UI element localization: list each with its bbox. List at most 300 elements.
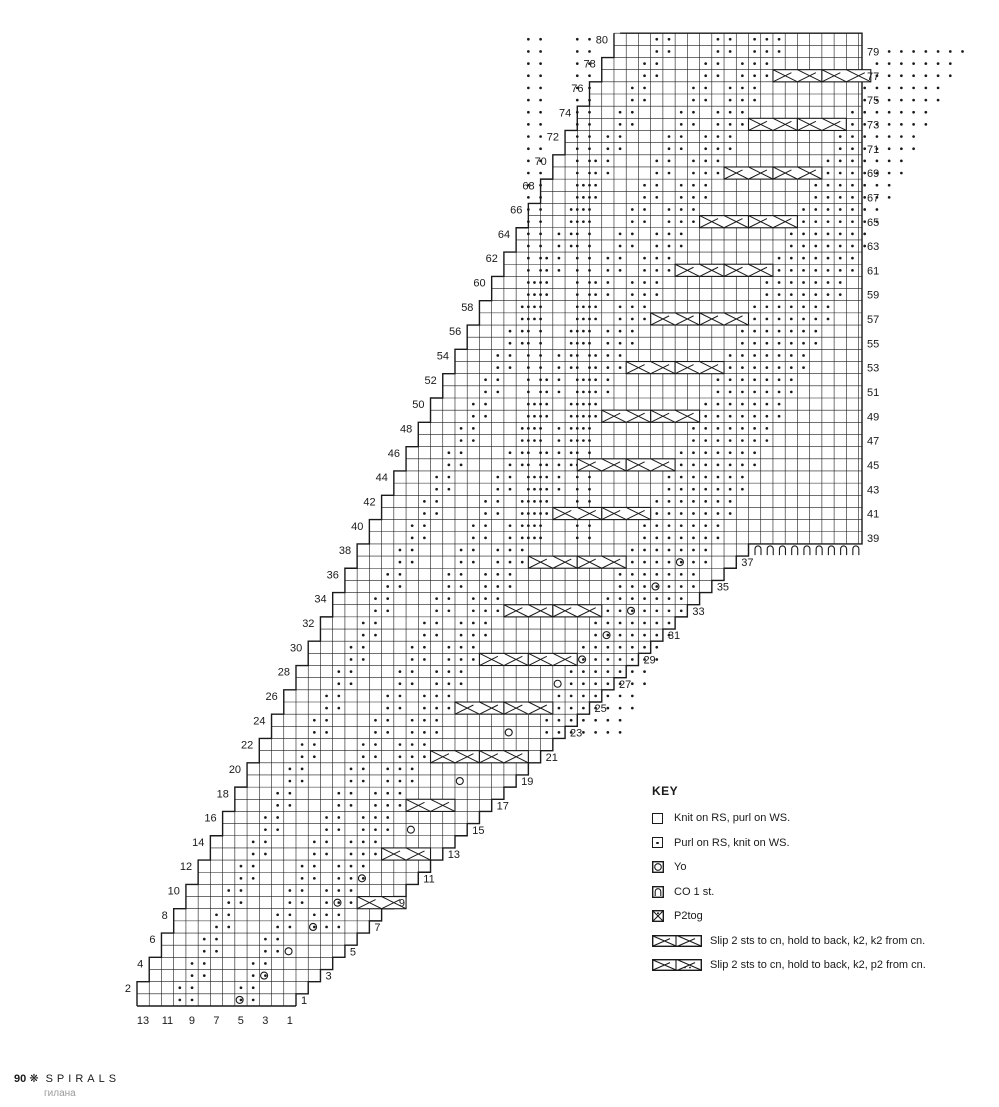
purl-dot (668, 135, 671, 138)
purl-dot (631, 208, 634, 211)
row-number-right: 21 (545, 751, 558, 764)
purl-dot (668, 561, 671, 564)
co-arch (816, 546, 822, 555)
cast-on-row (755, 546, 859, 555)
purl-dot (631, 695, 634, 698)
purl-dot (594, 658, 597, 661)
key-title: KEY (652, 784, 679, 798)
purl-dot (386, 828, 389, 831)
purl-dot (570, 220, 573, 223)
purl-dot (215, 950, 218, 953)
purl-dot (839, 269, 842, 272)
purl-dot (594, 622, 597, 625)
purl-dot (399, 792, 402, 795)
stitch-number: 7 (213, 1015, 220, 1027)
purl-dot (778, 257, 781, 260)
purl-dot (460, 658, 463, 661)
purl-dot (631, 232, 634, 235)
yo-circle (407, 826, 414, 833)
purl-dot (655, 245, 658, 248)
row-number-right: 33 (692, 605, 705, 618)
purl-dot (607, 147, 610, 150)
purl-dot (533, 512, 536, 515)
purl-dot (851, 269, 854, 272)
purl-dot (717, 50, 720, 53)
purl-dot (753, 415, 756, 418)
purl-dot (704, 135, 707, 138)
purl-dot (692, 512, 695, 515)
purl-dot (191, 986, 194, 989)
purl-dot (704, 561, 707, 564)
purl-dot (423, 536, 426, 539)
purl-dot (888, 123, 891, 126)
purl-dot (460, 585, 463, 588)
purl-dot (588, 220, 591, 223)
purl-dot (496, 561, 499, 564)
purl-dot (619, 111, 622, 114)
purl-dot (814, 184, 817, 187)
purl-dot (435, 731, 438, 734)
purl-dot (337, 816, 340, 819)
purl-dot (704, 415, 707, 418)
purl-dot (435, 682, 438, 685)
purl-dot (692, 87, 695, 90)
purl-dot (521, 536, 524, 539)
purl-dot (765, 342, 768, 345)
row-number-left: 80 (595, 34, 608, 47)
purl-dot (888, 87, 891, 90)
purl-dot (888, 111, 891, 114)
purl-dot (423, 695, 426, 698)
purl-dot (827, 196, 830, 199)
purl-dot (252, 974, 255, 977)
purl-dot (276, 816, 279, 819)
purl-dot (576, 451, 579, 454)
purl-dot (435, 512, 438, 515)
purl-dot (570, 464, 573, 467)
row-number-left: 48 (400, 423, 413, 436)
row-number-right: 25 (594, 703, 607, 716)
purl-dot (619, 719, 622, 722)
purl-dot (362, 646, 365, 649)
purl-dot (588, 281, 591, 284)
purl-dot (643, 634, 646, 637)
purl-dot (680, 524, 683, 527)
purl-dot (362, 743, 365, 746)
purl-dot (582, 427, 585, 430)
purl-dot (411, 755, 414, 758)
purl-dot (692, 536, 695, 539)
purl-dot (558, 488, 561, 491)
purl-dot (435, 634, 438, 637)
purl-dot (521, 305, 524, 308)
purl-dot (399, 561, 402, 564)
purl-dot (631, 707, 634, 710)
cable-cross (406, 799, 455, 811)
purl-dot (582, 318, 585, 321)
purl-dot (191, 999, 194, 1002)
purl-dot (521, 318, 524, 321)
purl-dot (374, 792, 377, 795)
purl-dot (876, 208, 879, 211)
purl-dot (704, 464, 707, 467)
purl-dot (924, 123, 927, 126)
purl-dot (827, 172, 830, 175)
purl-dot (643, 597, 646, 600)
row-number-right: 57 (867, 314, 880, 327)
purl-dot (350, 853, 353, 856)
purl-dot (460, 670, 463, 673)
purl-dot (374, 755, 377, 758)
purl-dot (411, 768, 414, 771)
key-item-knit (652, 806, 982, 831)
purl-dot (643, 573, 646, 576)
purl-dot (527, 378, 530, 381)
purl-dot (582, 731, 585, 734)
purl-dot (717, 378, 720, 381)
purl-dot (521, 549, 524, 552)
purl-dot (607, 354, 610, 357)
purl-dot (539, 415, 542, 418)
purl-dot (588, 536, 591, 539)
row-number-right: 31 (667, 630, 681, 643)
purl-dot (655, 74, 658, 77)
purl-dot (680, 451, 683, 454)
cable-cross (528, 556, 577, 568)
purl-dot (778, 366, 781, 369)
purl-dot (741, 403, 744, 406)
purl-dot (423, 634, 426, 637)
purl-dot (374, 804, 377, 807)
purl-dot (704, 160, 707, 163)
row-number-right: 55 (867, 338, 880, 351)
purl-dot (276, 828, 279, 831)
yo-circle (505, 729, 512, 736)
purl-dot (527, 62, 530, 65)
purl-dot (704, 512, 707, 515)
purl-dot (588, 354, 591, 357)
purl-dot (631, 111, 634, 114)
purl-dot (558, 707, 561, 710)
purl-dot (362, 622, 365, 625)
purl-dot (350, 865, 353, 868)
purl-dot (753, 403, 756, 406)
purl-dot (570, 403, 573, 406)
purl-dot (539, 257, 542, 260)
purl-dot (619, 609, 622, 612)
purl-dot (814, 232, 817, 235)
purl-dot (827, 269, 830, 272)
purl-dot (362, 780, 365, 783)
purl-dot (741, 111, 744, 114)
cable-k2-k2-icon (652, 935, 702, 947)
row-number-right: 77 (867, 70, 880, 83)
purl-dot (717, 476, 720, 479)
purl-dot (790, 354, 793, 357)
purl-dot (539, 87, 542, 90)
row-number-left: 54 (436, 350, 449, 363)
co-arch (853, 546, 859, 555)
cable-cross (749, 216, 798, 228)
row-number-right: 5 (349, 946, 357, 959)
purl-dot (717, 123, 720, 126)
purl-dot (539, 378, 542, 381)
purl-dot (215, 926, 218, 929)
purl-dot (619, 670, 622, 673)
purl-dot (607, 597, 610, 600)
row-number-right: 29 (643, 654, 656, 667)
purl-dot (527, 464, 530, 467)
purl-dot (509, 488, 512, 491)
purl-dot (668, 512, 671, 515)
row-number-left: 22 (241, 739, 254, 752)
key-item-cable-k2-p2 (652, 953, 982, 978)
purl-dot (325, 731, 328, 734)
purl-dot (325, 913, 328, 916)
co-arch-icon (652, 886, 664, 898)
cable-cross (651, 313, 700, 325)
yo-circle (285, 948, 292, 955)
purl-dot (576, 74, 579, 77)
purl-dot (778, 38, 781, 41)
purl-dot (851, 220, 854, 223)
purl-dot (912, 50, 915, 53)
purl-dot (778, 378, 781, 381)
purl-dot (900, 135, 903, 138)
purl-dot (576, 427, 579, 430)
purl-dot (539, 500, 542, 503)
purl-dot (588, 305, 591, 308)
purl-dot (496, 476, 499, 479)
purl-dot (527, 427, 530, 430)
purl-dot (313, 743, 316, 746)
purl-dot (252, 853, 255, 856)
purl-dot (472, 549, 475, 552)
purl-dot (558, 354, 561, 357)
cable-cross (626, 362, 675, 374)
purl-dot (717, 111, 720, 114)
purl-dot (570, 330, 573, 333)
purl-dot (411, 682, 414, 685)
purl-dot (643, 549, 646, 552)
purl-dot (863, 208, 866, 211)
purl-dot (753, 305, 756, 308)
purl-dot (460, 561, 463, 564)
purl-dot (448, 658, 451, 661)
purl-dot (289, 768, 292, 771)
purl-dot (227, 913, 230, 916)
purl-dot (668, 245, 671, 248)
purl-dot (741, 330, 744, 333)
purl-dot (631, 609, 634, 612)
purl-dot (631, 658, 634, 661)
purl-dot (435, 609, 438, 612)
purl-dot (576, 99, 579, 102)
purl-dot (527, 524, 530, 527)
purl-dot (411, 646, 414, 649)
stitch-number: 9 (188, 1015, 195, 1027)
purl-dot (668, 257, 671, 260)
purl-dot (741, 87, 744, 90)
purl-dot (619, 646, 622, 649)
purl-dot (888, 147, 891, 150)
co-arch (792, 546, 798, 555)
purl-dot (582, 707, 585, 710)
purl-dot (588, 232, 591, 235)
purl-dot (863, 184, 866, 187)
purl-dot (527, 111, 530, 114)
purl-dot (594, 378, 597, 381)
purl-dot (655, 536, 658, 539)
row-number-right: 41 (867, 508, 880, 521)
purl-dot (435, 500, 438, 503)
purl-dot (802, 318, 805, 321)
purl-dot (680, 111, 683, 114)
purl-dot (778, 269, 781, 272)
purl-dot (765, 281, 768, 284)
purl-dot (741, 464, 744, 467)
purl-dot (631, 597, 634, 600)
purl-dot (539, 427, 542, 430)
purl-dot (399, 682, 402, 685)
purl-dot (668, 269, 671, 272)
purl-dot (607, 707, 610, 710)
purl-dot (631, 682, 634, 685)
purl-dot (527, 305, 530, 308)
cable-cross (773, 167, 822, 179)
purl-dot (399, 707, 402, 710)
purl-dot (692, 196, 695, 199)
row-number-left: 26 (265, 691, 278, 703)
purl-dot (741, 354, 744, 357)
purl-dot (912, 111, 915, 114)
purl-dot (876, 62, 879, 65)
purl-dot (839, 257, 842, 260)
purl-dot (252, 962, 255, 965)
purl-dot (448, 476, 451, 479)
stitch-number: 5 (237, 1015, 244, 1027)
purl-dot (423, 719, 426, 722)
purl-dot (619, 269, 622, 272)
p2tog-x-icon (652, 910, 664, 922)
purl-dot (399, 670, 402, 673)
purl-dot (680, 512, 683, 515)
purl-dot (588, 257, 591, 260)
purl-dot (527, 512, 530, 515)
purl-dot (643, 536, 646, 539)
key-label-knit: Knit on RS, purl on WS. (674, 812, 791, 825)
purl-dot (472, 622, 475, 625)
purl-dot (778, 305, 781, 308)
purl-dot (668, 573, 671, 576)
purl-dot (362, 768, 365, 771)
purl-dot (527, 354, 530, 357)
purl-dot (900, 87, 903, 90)
purl-dot (588, 330, 591, 333)
purl-dot (692, 488, 695, 491)
purl-dot (484, 415, 487, 418)
purl-dot (558, 451, 561, 454)
row-number-right: 49 (867, 411, 880, 424)
purl-dot (588, 366, 591, 369)
purl-dot (741, 488, 744, 491)
purl-dot (863, 123, 866, 126)
purl-dot (435, 719, 438, 722)
purl-dot (521, 439, 524, 442)
purl-dot (607, 646, 610, 649)
cable-cross (528, 653, 577, 665)
purl-dot (839, 208, 842, 211)
purl-dot (594, 391, 597, 394)
row-number-right: 23 (570, 727, 583, 740)
purl-dot (588, 184, 591, 187)
purl-dot (631, 245, 634, 248)
purl-dot (619, 585, 622, 588)
purl-dot (619, 634, 622, 637)
purl-dot (588, 403, 591, 406)
row-number-left: 6 (149, 934, 156, 947)
purl-dot (655, 196, 658, 199)
purl-dot (668, 38, 671, 41)
purl-dot (472, 403, 475, 406)
purl-dot (496, 512, 499, 515)
purl-dot (448, 682, 451, 685)
purl-dot (704, 147, 707, 150)
purl-dot (643, 74, 646, 77)
purl-dot (374, 816, 377, 819)
purl-dot (790, 281, 793, 284)
purl-dot (607, 269, 610, 272)
purl-dot (655, 50, 658, 53)
purl-dot (386, 573, 389, 576)
purl-dot (588, 74, 591, 77)
purl-dot (643, 561, 646, 564)
row-number-right: 45 (867, 459, 880, 472)
purl-dot (558, 439, 561, 442)
purl-dot (539, 512, 542, 515)
row-number-left: 42 (363, 496, 376, 509)
purl-dot (643, 585, 646, 588)
purl-dot (448, 646, 451, 649)
purl-dot (399, 804, 402, 807)
purl-dot (337, 792, 340, 795)
purl-dot (814, 305, 817, 308)
row-number-left: 46 (387, 447, 401, 460)
row-number-right: 51 (867, 387, 880, 399)
cable-cross (651, 410, 700, 422)
purl-dot (949, 50, 952, 53)
purl-dot (240, 877, 243, 880)
purl-dot (240, 889, 243, 892)
purl-dot (496, 378, 499, 381)
cable-cross (773, 70, 822, 82)
purl-dot (863, 99, 866, 102)
purl-dot (545, 281, 548, 284)
purl-dot (576, 366, 579, 369)
purl-dot (619, 342, 622, 345)
purl-dot (680, 561, 683, 564)
purl-dot (558, 476, 561, 479)
purl-dot (582, 646, 585, 649)
purl-dot (576, 476, 579, 479)
purl-dot (301, 743, 304, 746)
cable-cross (504, 605, 553, 617)
purl-dot (496, 609, 499, 612)
purl-dot (729, 451, 732, 454)
row-number-right: 19 (521, 776, 534, 789)
purl-dot (729, 354, 732, 357)
purl-dot (313, 840, 316, 843)
